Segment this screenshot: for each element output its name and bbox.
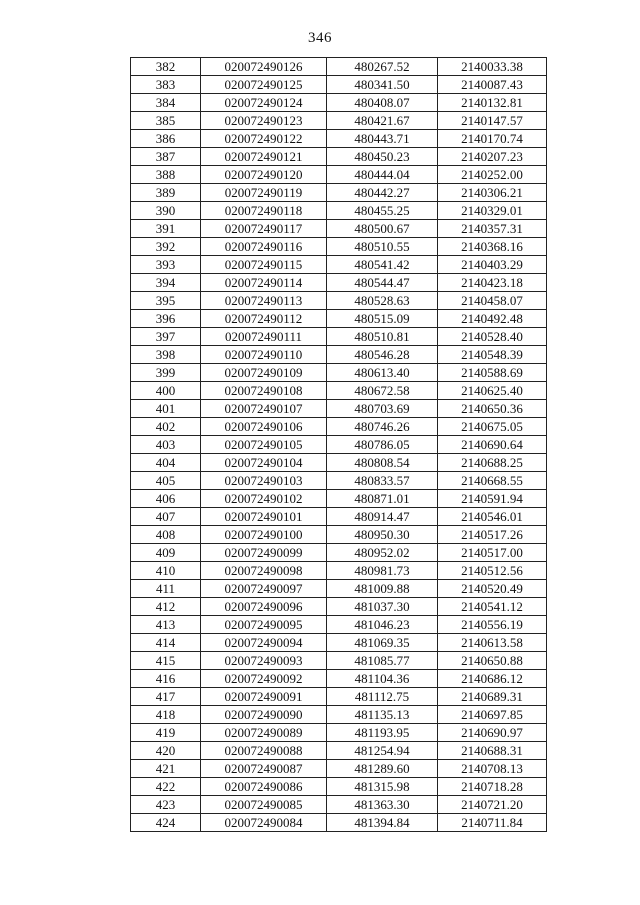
point-id-cell: 020072490109 xyxy=(201,364,327,382)
y-coordinate-cell: 2140170.74 xyxy=(438,130,547,148)
y-coordinate-cell: 2140675.05 xyxy=(438,418,547,436)
x-coordinate-cell: 480442.27 xyxy=(327,184,438,202)
y-coordinate-cell: 2140147.57 xyxy=(438,112,547,130)
y-coordinate-cell: 2140528.40 xyxy=(438,328,547,346)
row-number-cell: 388 xyxy=(131,166,201,184)
row-number-cell: 394 xyxy=(131,274,201,292)
table-row xyxy=(131,220,547,238)
table-row xyxy=(131,184,547,202)
table-row xyxy=(131,508,547,526)
y-coordinate-cell: 2140548.39 xyxy=(438,346,547,364)
y-coordinate-cell: 2140688.31 xyxy=(438,742,547,760)
x-coordinate-cell: 481394.84 xyxy=(327,814,438,832)
table-row xyxy=(131,400,547,418)
y-coordinate-cell: 2140686.12 xyxy=(438,670,547,688)
x-coordinate-cell: 481363.30 xyxy=(327,796,438,814)
table-row xyxy=(131,328,547,346)
x-coordinate-cell: 480450.23 xyxy=(327,148,438,166)
row-number-cell: 400 xyxy=(131,382,201,400)
x-coordinate-cell: 480613.40 xyxy=(327,364,438,382)
x-coordinate-cell: 480786.05 xyxy=(327,436,438,454)
row-number-cell: 422 xyxy=(131,778,201,796)
row-number-cell: 406 xyxy=(131,490,201,508)
y-coordinate-cell: 2140403.29 xyxy=(438,256,547,274)
table-row xyxy=(131,760,547,778)
table-row xyxy=(131,112,547,130)
table-row xyxy=(131,652,547,670)
x-coordinate-cell: 480341.50 xyxy=(327,76,438,94)
y-coordinate-cell: 2140690.64 xyxy=(438,436,547,454)
x-coordinate-cell: 480541.42 xyxy=(327,256,438,274)
coordinates-table xyxy=(130,57,547,832)
y-coordinate-cell: 2140423.18 xyxy=(438,274,547,292)
row-number-cell: 405 xyxy=(131,472,201,490)
row-number-cell: 396 xyxy=(131,310,201,328)
point-id-cell: 020072490117 xyxy=(201,220,327,238)
point-id-cell: 020072490107 xyxy=(201,400,327,418)
table-row xyxy=(131,418,547,436)
point-id-cell: 020072490124 xyxy=(201,94,327,112)
point-id-cell: 020072490106 xyxy=(201,418,327,436)
table-row xyxy=(131,166,547,184)
row-number-cell: 390 xyxy=(131,202,201,220)
row-number-cell: 418 xyxy=(131,706,201,724)
row-number-cell: 385 xyxy=(131,112,201,130)
point-id-cell: 020072490121 xyxy=(201,148,327,166)
table-row xyxy=(131,778,547,796)
row-number-cell: 384 xyxy=(131,94,201,112)
row-number-cell: 383 xyxy=(131,76,201,94)
x-coordinate-cell: 481104.36 xyxy=(327,670,438,688)
point-id-cell: 020072490105 xyxy=(201,436,327,454)
row-number-cell: 414 xyxy=(131,634,201,652)
row-number-cell: 397 xyxy=(131,328,201,346)
y-coordinate-cell: 2140517.26 xyxy=(438,526,547,544)
table-row xyxy=(131,130,547,148)
x-coordinate-cell: 480515.09 xyxy=(327,310,438,328)
row-number-cell: 411 xyxy=(131,580,201,598)
y-coordinate-cell: 2140368.16 xyxy=(438,238,547,256)
table-row xyxy=(131,490,547,508)
table-row xyxy=(131,544,547,562)
x-coordinate-cell: 481315.98 xyxy=(327,778,438,796)
x-coordinate-cell: 480544.47 xyxy=(327,274,438,292)
table-row xyxy=(131,796,547,814)
table-row xyxy=(131,562,547,580)
x-coordinate-cell: 480510.81 xyxy=(327,328,438,346)
point-id-cell: 020072490112 xyxy=(201,310,327,328)
x-coordinate-cell: 481112.75 xyxy=(327,688,438,706)
row-number-cell: 389 xyxy=(131,184,201,202)
y-coordinate-cell: 2140207.23 xyxy=(438,148,547,166)
y-coordinate-cell: 2140613.58 xyxy=(438,634,547,652)
y-coordinate-cell: 2140625.40 xyxy=(438,382,547,400)
point-id-cell: 020072490120 xyxy=(201,166,327,184)
row-number-cell: 409 xyxy=(131,544,201,562)
point-id-cell: 020072490097 xyxy=(201,580,327,598)
y-coordinate-cell: 2140591.94 xyxy=(438,490,547,508)
table-row xyxy=(131,94,547,112)
point-id-cell: 020072490102 xyxy=(201,490,327,508)
table-row xyxy=(131,454,547,472)
point-id-cell: 020072490093 xyxy=(201,652,327,670)
y-coordinate-cell: 2140718.28 xyxy=(438,778,547,796)
y-coordinate-cell: 2140541.12 xyxy=(438,598,547,616)
row-number-cell: 421 xyxy=(131,760,201,778)
x-coordinate-cell: 480871.01 xyxy=(327,490,438,508)
point-id-cell: 020072490088 xyxy=(201,742,327,760)
table-row xyxy=(131,382,547,400)
x-coordinate-cell: 480672.58 xyxy=(327,382,438,400)
row-number-cell: 391 xyxy=(131,220,201,238)
y-coordinate-cell: 2140492.48 xyxy=(438,310,547,328)
y-coordinate-cell: 2140708.13 xyxy=(438,760,547,778)
table-row xyxy=(131,310,547,328)
table-row xyxy=(131,634,547,652)
row-number-cell: 404 xyxy=(131,454,201,472)
table-row xyxy=(131,580,547,598)
x-coordinate-cell: 481193.95 xyxy=(327,724,438,742)
point-id-cell: 020072490087 xyxy=(201,760,327,778)
point-id-cell: 020072490119 xyxy=(201,184,327,202)
point-id-cell: 020072490103 xyxy=(201,472,327,490)
row-number-cell: 423 xyxy=(131,796,201,814)
point-id-cell: 020072490095 xyxy=(201,616,327,634)
point-id-cell: 020072490114 xyxy=(201,274,327,292)
row-number-cell: 382 xyxy=(131,58,201,76)
table-row xyxy=(131,526,547,544)
y-coordinate-cell: 2140668.55 xyxy=(438,472,547,490)
x-coordinate-cell: 480703.69 xyxy=(327,400,438,418)
point-id-cell: 020072490089 xyxy=(201,724,327,742)
point-id-cell: 020072490108 xyxy=(201,382,327,400)
table-row xyxy=(131,598,547,616)
x-coordinate-cell: 480546.28 xyxy=(327,346,438,364)
y-coordinate-cell: 2140556.19 xyxy=(438,616,547,634)
y-coordinate-cell: 2140697.85 xyxy=(438,706,547,724)
y-coordinate-cell: 2140650.36 xyxy=(438,400,547,418)
table-row xyxy=(131,472,547,490)
y-coordinate-cell: 2140252.00 xyxy=(438,166,547,184)
row-number-cell: 395 xyxy=(131,292,201,310)
point-id-cell: 020072490123 xyxy=(201,112,327,130)
y-coordinate-cell: 2140458.07 xyxy=(438,292,547,310)
point-id-cell: 020072490110 xyxy=(201,346,327,364)
table-row xyxy=(131,274,547,292)
x-coordinate-cell: 480444.04 xyxy=(327,166,438,184)
table-row xyxy=(131,436,547,454)
x-coordinate-cell: 480808.54 xyxy=(327,454,438,472)
table-row xyxy=(131,76,547,94)
y-coordinate-cell: 2140132.81 xyxy=(438,94,547,112)
row-number-cell: 398 xyxy=(131,346,201,364)
point-id-cell: 020072490100 xyxy=(201,526,327,544)
point-id-cell: 020072490084 xyxy=(201,814,327,832)
point-id-cell: 020072490111 xyxy=(201,328,327,346)
point-id-cell: 020072490104 xyxy=(201,454,327,472)
x-coordinate-cell: 480833.57 xyxy=(327,472,438,490)
x-coordinate-cell: 480267.52 xyxy=(327,58,438,76)
table-row xyxy=(131,742,547,760)
point-id-cell: 020072490125 xyxy=(201,76,327,94)
point-id-cell: 020072490099 xyxy=(201,544,327,562)
x-coordinate-cell: 480510.55 xyxy=(327,238,438,256)
point-id-cell: 020072490118 xyxy=(201,202,327,220)
x-coordinate-cell: 481046.23 xyxy=(327,616,438,634)
y-coordinate-cell: 2140329.01 xyxy=(438,202,547,220)
y-coordinate-cell: 2140306.21 xyxy=(438,184,547,202)
x-coordinate-cell: 480455.25 xyxy=(327,202,438,220)
x-coordinate-cell: 480528.63 xyxy=(327,292,438,310)
row-number-cell: 413 xyxy=(131,616,201,634)
point-id-cell: 020072490122 xyxy=(201,130,327,148)
y-coordinate-cell: 2140711.84 xyxy=(438,814,547,832)
y-coordinate-cell: 2140650.88 xyxy=(438,652,547,670)
table-row xyxy=(131,706,547,724)
x-coordinate-cell: 480952.02 xyxy=(327,544,438,562)
y-coordinate-cell: 2140721.20 xyxy=(438,796,547,814)
table-row xyxy=(131,292,547,310)
row-number-cell: 392 xyxy=(131,238,201,256)
table-row xyxy=(131,256,547,274)
row-number-cell: 416 xyxy=(131,670,201,688)
point-id-cell: 020072490091 xyxy=(201,688,327,706)
table-row xyxy=(131,814,547,832)
point-id-cell: 020072490098 xyxy=(201,562,327,580)
x-coordinate-cell: 481009.88 xyxy=(327,580,438,598)
row-number-cell: 415 xyxy=(131,652,201,670)
point-id-cell: 020072490101 xyxy=(201,508,327,526)
x-coordinate-cell: 480443.71 xyxy=(327,130,438,148)
row-number-cell: 419 xyxy=(131,724,201,742)
row-number-cell: 420 xyxy=(131,742,201,760)
point-id-cell: 020072490094 xyxy=(201,634,327,652)
page-number: 346 xyxy=(308,30,332,46)
x-coordinate-cell: 480746.26 xyxy=(327,418,438,436)
point-id-cell: 020072490096 xyxy=(201,598,327,616)
table-row xyxy=(131,724,547,742)
x-coordinate-cell: 480981.73 xyxy=(327,562,438,580)
table-row xyxy=(131,148,547,166)
table-row xyxy=(131,670,547,688)
table-row xyxy=(131,616,547,634)
x-coordinate-cell: 481037.30 xyxy=(327,598,438,616)
x-coordinate-cell: 480421.67 xyxy=(327,112,438,130)
point-id-cell: 020072490085 xyxy=(201,796,327,814)
row-number-cell: 393 xyxy=(131,256,201,274)
point-id-cell: 020072490126 xyxy=(201,58,327,76)
x-coordinate-cell: 480950.30 xyxy=(327,526,438,544)
point-id-cell: 020072490092 xyxy=(201,670,327,688)
point-id-cell: 020072490115 xyxy=(201,256,327,274)
row-number-cell: 424 xyxy=(131,814,201,832)
x-coordinate-cell: 481135.13 xyxy=(327,706,438,724)
y-coordinate-cell: 2140690.97 xyxy=(438,724,547,742)
table-row xyxy=(131,346,547,364)
row-number-cell: 412 xyxy=(131,598,201,616)
row-number-cell: 417 xyxy=(131,688,201,706)
y-coordinate-cell: 2140033.38 xyxy=(438,58,547,76)
point-id-cell: 020072490086 xyxy=(201,778,327,796)
row-number-cell: 386 xyxy=(131,130,201,148)
row-number-cell: 399 xyxy=(131,364,201,382)
row-number-cell: 387 xyxy=(131,148,201,166)
table-row xyxy=(131,58,547,76)
table-row xyxy=(131,202,547,220)
x-coordinate-cell: 481254.94 xyxy=(327,742,438,760)
y-coordinate-cell: 2140588.69 xyxy=(438,364,547,382)
point-id-cell: 020072490113 xyxy=(201,292,327,310)
y-coordinate-cell: 2140512.56 xyxy=(438,562,547,580)
row-number-cell: 408 xyxy=(131,526,201,544)
x-coordinate-cell: 481289.60 xyxy=(327,760,438,778)
row-number-cell: 401 xyxy=(131,400,201,418)
y-coordinate-cell: 2140546.01 xyxy=(438,508,547,526)
coordinates-table-body xyxy=(131,58,547,832)
row-number-cell: 402 xyxy=(131,418,201,436)
y-coordinate-cell: 2140517.00 xyxy=(438,544,547,562)
x-coordinate-cell: 480408.07 xyxy=(327,94,438,112)
y-coordinate-cell: 2140688.25 xyxy=(438,454,547,472)
row-number-cell: 403 xyxy=(131,436,201,454)
x-coordinate-cell: 481069.35 xyxy=(327,634,438,652)
y-coordinate-cell: 2140520.49 xyxy=(438,580,547,598)
y-coordinate-cell: 2140357.31 xyxy=(438,220,547,238)
row-number-cell: 407 xyxy=(131,508,201,526)
x-coordinate-cell: 480914.47 xyxy=(327,508,438,526)
table-row xyxy=(131,364,547,382)
table-row xyxy=(131,688,547,706)
x-coordinate-cell: 481085.77 xyxy=(327,652,438,670)
y-coordinate-cell: 2140087.43 xyxy=(438,76,547,94)
point-id-cell: 020072490090 xyxy=(201,706,327,724)
row-number-cell: 410 xyxy=(131,562,201,580)
table-row xyxy=(131,238,547,256)
y-coordinate-cell: 2140689.31 xyxy=(438,688,547,706)
point-id-cell: 020072490116 xyxy=(201,238,327,256)
x-coordinate-cell: 480500.67 xyxy=(327,220,438,238)
